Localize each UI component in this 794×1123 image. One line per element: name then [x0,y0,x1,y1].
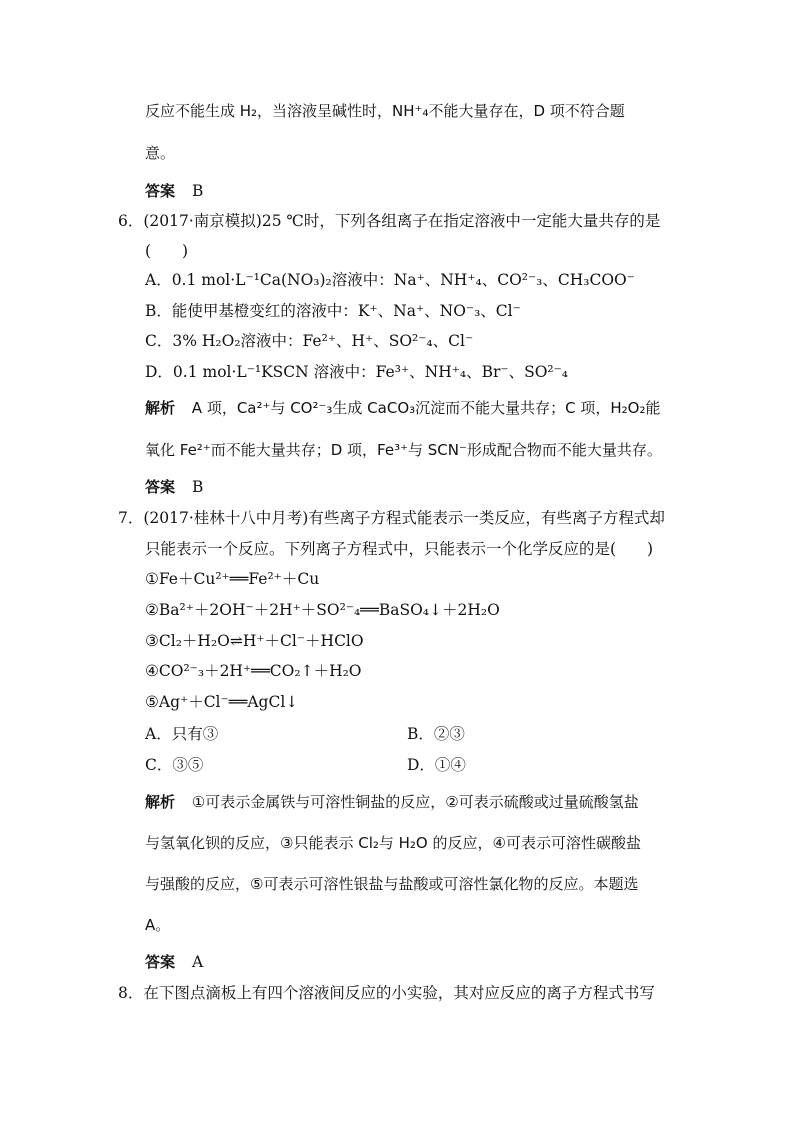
analysis-text: A 项，Ca²⁺与 CO²⁻₃生成 CaCO₃沉淀而不能大量共存；C 项，H₂O₂能 [191,399,661,417]
q6-option-b: B．能使甲基橙变红的溶液中：K⁺、Na⁺、NO⁻₃、Cl⁻ [145,302,521,320]
q6-answer [145,477,203,497]
q7-analysis-line-1 [145,792,639,812]
answer-label: 答案 [145,478,176,496]
q5-answer [145,181,203,201]
q6-stem-line-1: 6．(2017·南京模拟)25 ℃时，下列各组离子在指定溶液中一定能大量共存的是 [118,212,661,230]
q6-analysis-line-2: 氧化 Fe²⁺而不能大量共存；D 项，Fe³⁺与 SCN⁻形成配合物而不能大量共存。 [145,441,662,459]
q6-option-a: A．0.1 mol·L⁻¹Ca(NO₃)₂溶液中：Na⁺、NH⁺₄、CO²⁻₃、CH₃COO⁻ [145,271,635,289]
answer-value: A [191,953,204,971]
answer-value: B [191,478,204,496]
q7-analysis-line-4: A。 [145,916,171,934]
q6-analysis-line-1 [145,398,661,418]
q7-answer [145,952,203,972]
analysis-label: 解析 [145,399,176,417]
q5-analysis-line-2: 意。 [145,144,176,162]
analysis-text: ①可表示金属铁与可溶性铜盐的反应，②可表示硫酸或过量硫酸氢盐 [191,793,639,811]
answer-label: 答案 [145,953,176,971]
q7-option-c: C．③⑤ [145,756,204,774]
q7-analysis-line-3: 与强酸的反应，⑤可表示可溶性银盐与盐酸或可溶性氯化物的反应。本题选 [145,875,639,893]
q7-stem-line-2: 只能表示一个反应。下列离子方程式中，只能表示一个化学反应的是( ) [145,540,654,558]
q6-option-c: C．3% H₂O₂溶液中：Fe²⁺、H⁺、SO²⁻₄、Cl⁻ [145,332,474,350]
answer-value: B [191,182,204,200]
q7-equation-5: ⑤Ag⁺＋Cl⁻══AgCl↓ [145,693,299,711]
q7-equation-1: ①Fe＋Cu²⁺══Fe²⁺＋Cu [145,570,320,588]
q7-analysis-line-2: 与氢氧化钡的反应，③只能表示 Cl₂与 H₂O 的反应，④可表示可溶性碳酸盐 [145,834,641,852]
q7-option-a: A．只有③ [145,725,219,743]
q6-option-d: D．0.1 mol·L⁻¹KSCN 溶液中：Fe³⁺、NH⁺₄、Br⁻、SO²⁻₄ [145,363,569,381]
q5-analysis-line-1: 反应不能生成 H₂，当溶液呈碱性时，NH⁺₄不能大量存在，D 项不符合题 [145,102,625,120]
q8-stem-line-1: 8．在下图点滴板上有四个溶液间反应的小实验，其对应反应的离子方程式书写 [118,984,655,1002]
q7-equation-4: ④CO²⁻₃＋2H⁺══CO₂↑＋H₂O [145,662,362,680]
q7-equation-3: ③Cl₂＋H₂O⇌H⁺＋Cl⁻＋HClO [145,632,364,650]
q7-equation-2: ②Ba²⁺＋2OH⁻＋2H⁺＋SO²⁻₄══BaSO₄↓＋2H₂O [145,601,500,619]
q6-stem-line-2: ( ) [145,242,189,260]
q7-option-b: B．②③ [407,725,465,743]
q7-option-d: D．①④ [407,756,466,774]
analysis-label: 解析 [145,793,176,811]
q7-stem-line-1: 7．(2017·桂林十八中月考)有些离子方程式能表示一类反应，有些离子方程式却 [118,509,665,527]
answer-label: 答案 [145,182,176,200]
